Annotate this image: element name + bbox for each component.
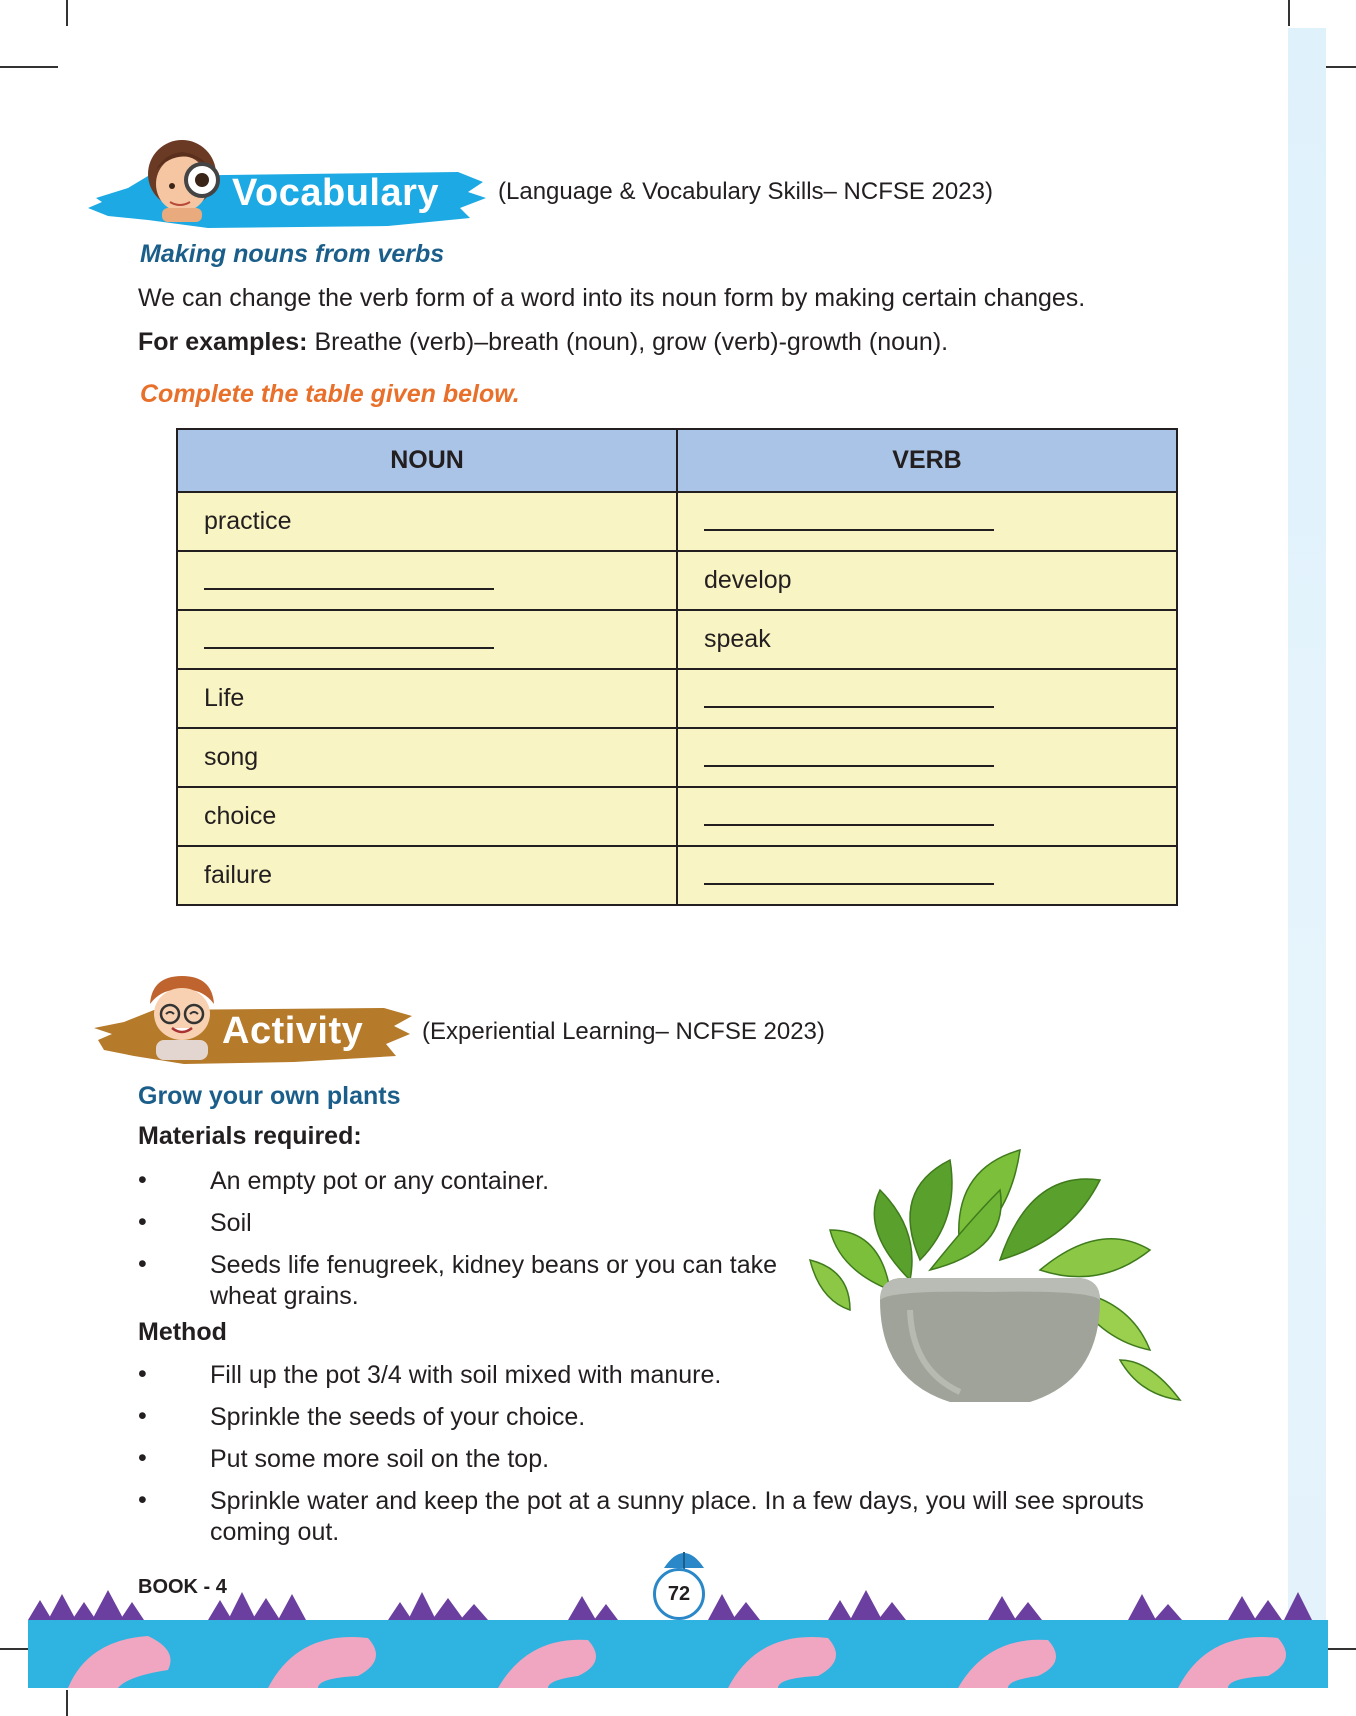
- cell-text: failure: [204, 861, 273, 889]
- answer-blank[interactable]: [704, 764, 994, 767]
- vocabulary-title: Vocabulary: [232, 172, 440, 214]
- noun-cell: [177, 492, 677, 551]
- vocabulary-subheading: Making nouns from verbs: [140, 240, 445, 268]
- answer-blank[interactable]: [704, 705, 994, 708]
- verb-cell: [677, 728, 1177, 787]
- noun-cell: [177, 669, 677, 728]
- answer-blank[interactable]: [204, 587, 494, 590]
- potted-plant-image: [800, 1130, 1200, 1410]
- verb-cell: [677, 669, 1177, 728]
- noun-cell: [177, 551, 677, 610]
- crop-mark: [1326, 1648, 1356, 1650]
- cell-text: practice: [204, 507, 292, 535]
- crop-mark: [0, 66, 58, 68]
- book-label: BOOK - 4: [138, 1576, 227, 1598]
- answer-blank[interactable]: [704, 528, 994, 531]
- cell-text: speak: [704, 625, 771, 653]
- cell-text: choice: [204, 802, 277, 830]
- verb-cell: [677, 610, 1177, 669]
- table-header-row: [177, 429, 1177, 492]
- cell-text: Life: [204, 684, 245, 712]
- header-noun: NOUN: [177, 429, 677, 492]
- page-number: 72: [653, 1568, 705, 1620]
- table-row: [177, 846, 1177, 905]
- verb-cell: [677, 846, 1177, 905]
- noun-cell: [177, 728, 677, 787]
- table-row: [177, 492, 1177, 551]
- noun-verb-table: [176, 428, 1178, 906]
- girl-magnifier-icon: [140, 134, 232, 226]
- answer-blank[interactable]: [204, 646, 494, 649]
- answer-blank[interactable]: [704, 823, 994, 826]
- materials-heading: Materials required:: [138, 1122, 362, 1150]
- cell-text: develop: [704, 566, 792, 594]
- side-decoration-strip: [1288, 28, 1326, 1688]
- crop-mark: [1288, 0, 1290, 26]
- noun-cell: [177, 846, 677, 905]
- activity-title: Activity: [222, 1010, 364, 1052]
- examples-text: Breathe (verb)–breath (noun), grow (verb)-growth (noun).: [314, 328, 949, 356]
- verb-cell: [677, 787, 1177, 846]
- activity-skill-note: (Experiential Learning– NCFSE 2023): [422, 1018, 825, 1045]
- table-row: [177, 728, 1177, 787]
- verb-cell: [677, 551, 1177, 610]
- vocabulary-skill-note: (Language & Vocabulary Skills– NCFSE 2023): [498, 178, 993, 205]
- boy-glasses-icon: [142, 970, 222, 1064]
- crop-mark: [66, 0, 68, 26]
- noun-cell: [177, 787, 677, 846]
- table-instruction: Complete the table given below.: [140, 380, 520, 408]
- table-row: [177, 610, 1177, 669]
- verb-cell: [677, 492, 1177, 551]
- crop-mark: [66, 1690, 68, 1716]
- table-row: [177, 669, 1177, 728]
- table-row: [177, 787, 1177, 846]
- crop-mark: [1326, 66, 1356, 68]
- noun-cell: [177, 610, 677, 669]
- answer-blank[interactable]: [704, 882, 994, 885]
- cell-text: song: [204, 743, 259, 771]
- table-row: [177, 551, 1177, 610]
- method-heading: Method: [138, 1318, 227, 1346]
- header-verb: VERB: [677, 429, 1177, 492]
- vocabulary-intro: We can change the verb form of a word into its noun form by making certain changes.: [138, 284, 1086, 312]
- examples-label: For examples:: [138, 328, 308, 356]
- activity-subheading: Grow your own plants: [138, 1082, 401, 1110]
- vocabulary-examples: [138, 328, 948, 357]
